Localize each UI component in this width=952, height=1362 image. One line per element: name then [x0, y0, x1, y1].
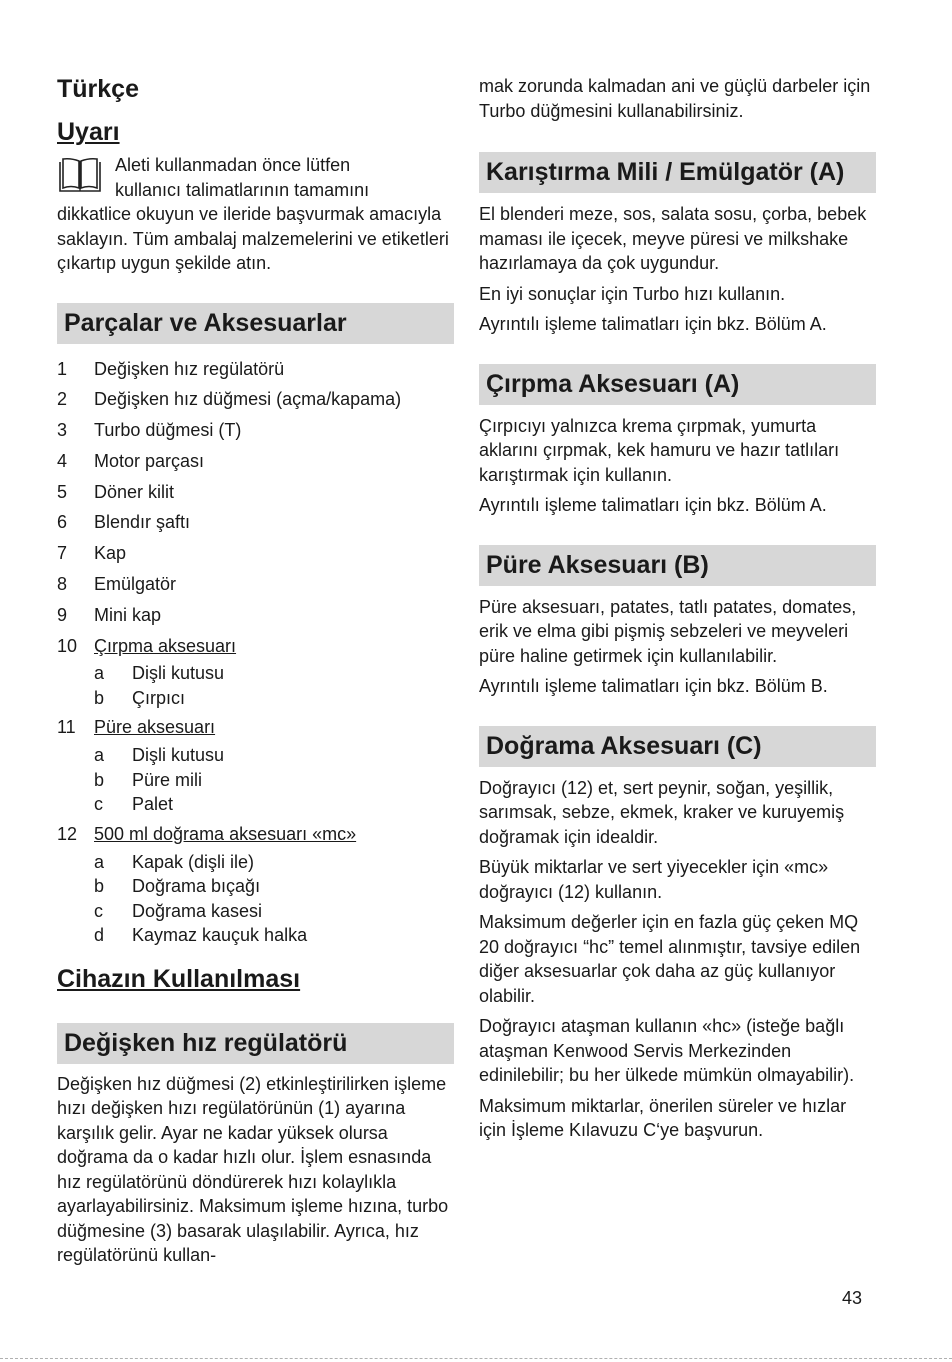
sub-list-item: a Kapak (dişli ile)	[94, 851, 255, 872]
usage-title: Cihazın Kullanılması	[57, 964, 301, 993]
list-item: 9 Mini kap	[57, 604, 162, 625]
list-item: 8 Emülgatör	[57, 574, 177, 595]
sub-list-item: b Çırpıcı	[94, 687, 186, 708]
left-column	[57, 70, 454, 1268]
section-heading: Püre Aksesuarı (B)	[479, 545, 876, 586]
speed-text: Değişken hız düğmesi (2) etkinleştirilirken işleme hızı değişken hızı regülatörünün (1) ayarına karşılık gelir. Ayar ne kadar yüksek olursa doğrama da o kadar hızlı olur. İşlem esnasında hız regülatörünü döndürerek hızı kolaylıkla ayarlayabilirsiniz. Maksimum işleme hızına, turbo düğmesine (3) basarak ulaşılabilir. Ayrıca, hız regülatörünü kullan-	[57, 1073, 449, 1266]
speed-heading: Değişken hız regülatörü	[57, 1023, 454, 1064]
paragraph: Doğrayıcı ataşman kullanın «hc» (isteğe bağlı ataşman Kenwood Servis Merkezinden edinilebilir; bu her ülkede mümkün olmayabilir).	[479, 1016, 855, 1085]
warning-text-line1: Aleti kullanmadan önce lütfen	[115, 155, 351, 175]
paragraph: Çırpıcıyı yalnızca krema çırpmak, yumurta aklarını çırpmak, kek hamuru ve hazır tatlıları karıştırmak için kullanın.	[479, 415, 840, 485]
warning-block	[57, 153, 454, 276]
section-heading: Karıştırma Mili / Emülgatör (A)	[479, 152, 876, 193]
sub-list-item: b Püre mili	[94, 769, 203, 790]
paragraph: Doğrayıcı (12) et, sert peynir, soğan, yeşillik, sarımsak, sebze, ekmek, kraker ve kuruyemiş doğramak için idealdir.	[479, 777, 845, 847]
paragraph: Ayrıntılı işleme talimatları için bkz. Bölüm B.	[479, 676, 828, 696]
paragraph: Püre aksesuarı, patates, tatlı patates, domates, erik ve elma gibi pişmiş sebzeleri ve meyveleri püre haline getirmek için kullanılabilir.	[479, 596, 857, 666]
sub-list-item: a Dişli kutusu	[94, 745, 225, 766]
list-item: 12 500 ml doğrama aksesuarı «mc»	[57, 823, 357, 844]
list-item: 10 Çırpma aksesuarı	[57, 635, 237, 656]
parts-heading: Parçalar ve Aksesuarlar	[57, 303, 454, 344]
sub-list-item: d Kaymaz kauçuk halka	[94, 925, 308, 946]
list-item: 2 Değişken hız düğmesi (açma/kapama)	[57, 389, 402, 410]
paragraph: Maksimum değerler için en fazla güç çeken MQ 20 doğrayıcı “hc” temel alınmıştır, tavsiye edilen diğer aksesuarlar çok daha az güç kullanıyor olabilir.	[479, 912, 861, 1006]
language-heading: Türkçe	[57, 75, 139, 103]
paragraph: Maksimum miktarlar, önerilen süreler ve hızlar için İşleme Kılavuzu C‘ye başvurun.	[479, 1095, 847, 1140]
section-heading: Çırpma Aksesuarı (A)	[479, 364, 876, 405]
sub-list-item: c Doğrama kasesi	[94, 900, 263, 921]
sub-list-item: c Palet	[94, 794, 174, 815]
sub-list-item: a Dişli kutusu	[94, 663, 225, 684]
book-icon	[57, 157, 103, 195]
section-heading: Doğrama Aksesuarı (C)	[479, 726, 876, 767]
right-column	[479, 70, 876, 1143]
list-item: 3 Turbo düğmesi (T)	[57, 420, 242, 441]
bottom-divider	[0, 1358, 952, 1359]
list-item: 6 Blendır şaftı	[57, 512, 191, 533]
list-item: 4 Motor parçası	[57, 450, 205, 471]
sub-list-item: b Doğrama bıçağı	[94, 876, 261, 897]
list-item: 11 Püre aksesuarı	[57, 717, 216, 738]
warning-text: dikkatlice okuyun ve ileride başvurmak amacıyla saklayın. Tüm ambalaj malzemelerini ve etiketleri çıkartıp uygun şekilde atın.	[57, 204, 449, 273]
page-number: 43	[842, 1288, 863, 1308]
paragraph: Ayrıntılı işleme talimatları için bkz. Bölüm A.	[479, 314, 827, 334]
continued-text: mak zorunda kalmadan ani ve güçlü darbeler için Turbo düğmesini kullanabilirsiniz.	[479, 76, 871, 121]
paragraph: El blenderi meze, sos, salata sosu, çorba, bebek maması ile içecek, meyve püresi ve milkshake hazırlamaya da çok uygundur.	[479, 204, 867, 273]
parts-list	[57, 354, 454, 948]
paragraph: Ayrıntılı işleme talimatları için bkz. Bölüm A.	[479, 495, 827, 515]
warning-text-line2: kullanıcı talimatlarının tamamını	[115, 179, 370, 200]
paragraph: Büyük miktarlar ve sert yiyecekler için «mc» doğrayıcı (12) kullanın.	[479, 857, 829, 902]
list-item: 5 Döner kilit	[57, 481, 175, 502]
list-item: 1 Değişken hız regülatörü	[57, 358, 285, 379]
list-item: 7 Kap	[57, 543, 127, 564]
paragraph: En iyi sonuçlar için Turbo hızı kullanın.	[479, 283, 786, 304]
warning-title: Uyarı	[57, 118, 120, 146]
